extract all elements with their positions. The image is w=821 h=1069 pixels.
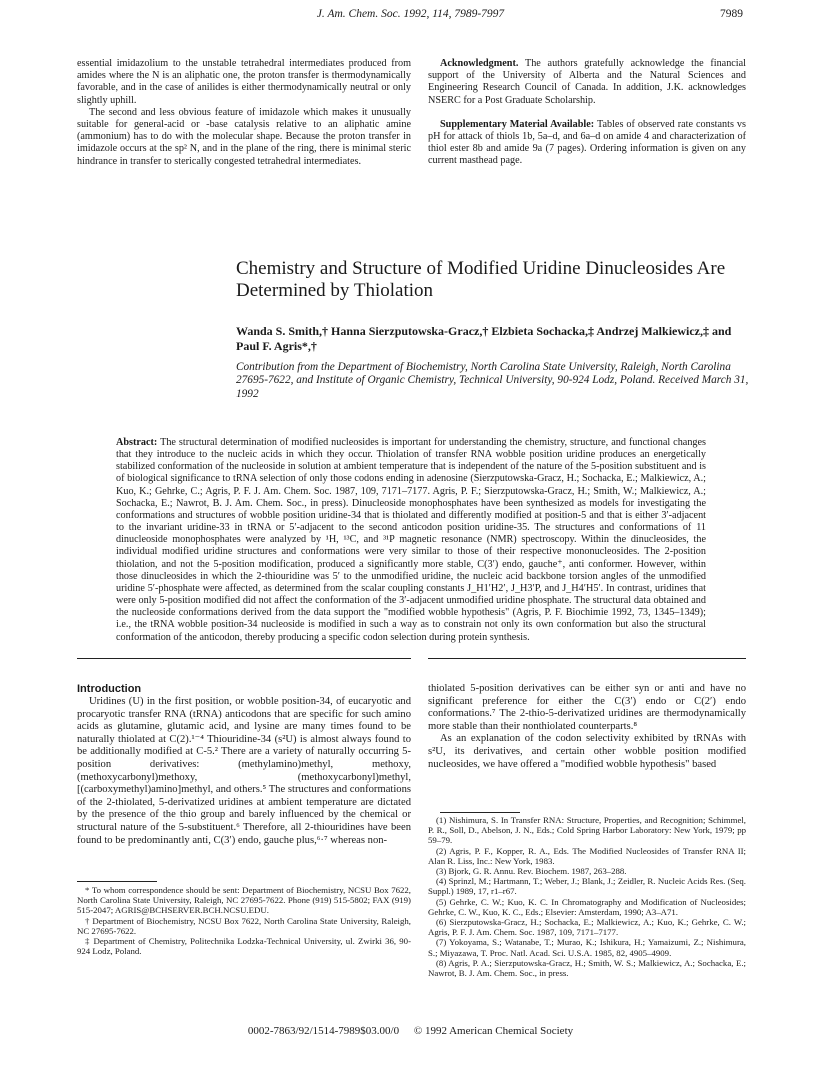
footnote: ‡ Department of Chemistry, Politechnika Lodzka-Technical University, ul. Zwirki 36, 90-924 Lodz, Poland. — [77, 936, 411, 957]
body-paragraph: As an explanation of the codon selectivity exhibited by tRNAs with s²U, its derivatives, and certain other wobble position modified nucleosides, we have offered a "modified wobble hypothesis" based — [428, 733, 746, 770]
supplementary-material-text: Tables of observed rate constants vs pH for attack of thiols 1b, 5a–d, and 6a–d on amide 4 and characterization of thiol ester 8b and amide 9a (7 pages). Ordering information is given on any current masthead page. — [428, 118, 746, 167]
running-header — [0, 8, 821, 24]
introduction-heading: Introduction — [77, 683, 142, 695]
article-affiliation: Contribution from the Department of Biochemistry, North Carolina State University, Raleigh, North Carolina 27695-7622, and Institute of Organic Chemistry, Technical University, 90-924 Lodz, Poland. Received March 31, 1992 — [236, 361, 749, 400]
acknowledgment-paragraph — [428, 58, 746, 107]
reference-item: (3) Bjork, G. R. Annu. Rev. Biochem. 1987, 263–288. — [436, 866, 627, 877]
column-rule-right — [428, 658, 746, 659]
acknowledgment-heading: Acknowledgment. — [440, 58, 519, 69]
right-column-body — [428, 683, 746, 771]
references — [428, 815, 746, 978]
reference-item: (6) Sierzputowska-Gracz, H.; Sochacka, E.; Malkiewicz, A.; Kuo, K.; Gehrke, C. W.; Agris, P. F. J. Am. Chem. Soc. 1987, 109, 7171–7177. — [428, 917, 746, 938]
previous-article-paragraph: The second and less obvious feature of imidazole which makes it unusually suitable for general-acid or -base catalysis relative to an aliphatic amine (ammonium) has to do with the molecular shape. Because the proton transfer in imidazole occurs at the sp² N, and in the plane of the ring, there is minimal steric hindrance in transfer to sterically congested tetrahedral intermediates. — [77, 106, 411, 167]
acknowledgment-text: The authors gratefully acknowledge the financial support of the University of Alberta and the Natural Sciences and Engineering Research Council of Canada. In addition, J.K. acknowledges NSERC for a Post Graduate Scholarship. — [428, 58, 746, 106]
reference-item: (4) Sprinzl, M.; Hartmann, T.; Weber, J.; Blank, J.; Zeidler, R. Nucleic Acids Res. (Seq. Suppl.) 1989, 17, r1–r67. — [428, 876, 746, 897]
previous-article-left-column — [77, 58, 411, 168]
abstract-label: Abstract: — [116, 437, 158, 448]
footnote: † Department of Biochemistry, NCSU Box 7622, North Carolina State University, Raleigh, NC 27695-7622. — [77, 915, 411, 936]
journal-citation: J. Am. Chem. Soc. 1992, 114, 7989-7997 — [316, 8, 505, 20]
reference-item: (2) Agris, P. F., Kopper, R. A., Eds. The Modified Nucleosides of Transfer RNA II; Alan R. Liss, Inc.: New York, 1983. — [428, 845, 746, 866]
footnote: * To whom correspondence should be sent: Department of Biochemistry, NCSU Box 7622, North Carolina State University, Raleigh, NC 27695-7622. Phone (919) 515-5802; FAX (919) 515-2047; AGRIS@BCHSERVER.BCH.NCSU.EDU. — [77, 885, 411, 916]
introduction-section — [77, 683, 411, 847]
reference-item: (5) Gehrke, C. W.; Kuo, K. C. In Chromatography and Modification of Nucleosides; Gehrke, C. W., Kuo, K. C., Eds.; Elsevier: Amsterdam, 1990; A3–A71. — [428, 896, 746, 917]
supplementary-material-paragraph — [428, 119, 746, 168]
article-title: Chemistry and Structure of Modified Uridine Dinucleosides Are Determined by Thiolation — [236, 258, 726, 301]
page-footer — [0, 1025, 821, 1037]
article-authors: Wanda S. Smith,† Hanna Sierzputowska-Gracz,† Elzbieta Sochacka,‡ Andrzej Malkiewicz,‡ and Paul F. Agris*,† — [236, 324, 732, 353]
references-rule — [440, 812, 520, 813]
previous-article-paragraph: essential imidazolium to the unstable tetrahedral intermediates produced from amides where the N is an aliphatic one, the proton transfer is thermodynamically favorable, and in the case of anilides is either thermodynamically neutral or only slightly uphill. — [77, 58, 411, 106]
abstract — [116, 437, 706, 644]
footnote-rule — [77, 881, 157, 882]
abstract-paragraph — [116, 437, 706, 644]
reference-item: (1) Nishimura, S. In Transfer RNA: Structure, Properties, and Recognition; Schimmel, P. R., Soll, D., Abelson, J. N., Eds.; Cold Spring Harbor Laboratory: New York, 1979; pp 59–79. — [428, 815, 746, 846]
abstract-text: The structural determination of modified nucleosides is important for understanding the chemistry, structure, and functional changes that they introduce to the nucleic acids in which they occur. Thiolation of transfer RNA wobble position uridine produces an energetically stabilized conformation of the nucleoside in solution at ambient temperature that is independent of the nature of the 5-position substituent and is of biological significance to tRNA selection of only those codons ending in adenosine (Sierzputowska-Gracz, H.; Sochacka, E.; Malkiewicz, A.; Kuo, K.; Gehrke, C.; Agris, P. F. J. Am. Chem. Soc. 1987, 109, 7171–7177. Agris, P. F.; Sierzputowska-Gracz, H.; Smith, W.; Malkiewicz, A.; Sochacka, E.; Nawrot, B. J. Am. Chem. Soc., in press). Dinucleoside monophosphates have been synthesized as models for investigating the conformations and structures of wobble position uridine-34 that is thiolated and differently modified at position-5 and that is either 3′-adjacent to the invariant uridine-33 in tRNA or 5′-adjacent to the second anticodon position uridine-35. The structures and conformations of 11 dinucleoside monophosphates were analyzed by ¹H, ¹³C, and ³¹P magnetic resonance (NMR) spectroscopy. Within the dinucleosides, the individual modified uridine structures and conformations were very similar to those of their respective mononucleosides. The 2-position thiolation, and not the 5-position modification, produced a significantly more stable, C(3′) endo, gauche⁺, anti conformer. However, within those dinucleosides in which the 2-thiouridine was 5′ to the unmodified uridine, the nucleic acid backbone torsion angles of the unmodified uridine 5′-phosphate were affected, as determined from the scalar coupling constants J_H1′H2′, J_H3′P, and J_H4′H5′. In contrast, uridines that were only 5-position modified did not affect the conformation of the 3′-adjacent unmodified uridine phosphate. The structural data obtained and the nucleoside conformations derived from the data support the "modified wobble hypothesis" (Agris, P. F. Biochimie 1992, 73, 1345–1349); i.e., the tRNA wobble position-34 nucleoside is modified in such a way as to constrain not only its own conformation but also the structural conformation of the anticodon, thereby producing a specific codon selection during protein synthesis. — [116, 437, 706, 643]
footer-copyright: © 1992 American Chemical Society — [413, 1025, 574, 1037]
footer-code: 0002-7863/92/1514-7989$03.00/0 — [247, 1025, 400, 1037]
reference-item: (8) Agris, P. A.; Sierzputowska-Gracz, H.; Smith, W. S.; Malkiewicz, A.; Sochacka, E.; Nawrot, B. J. Am. Chem. Soc., in press. — [428, 957, 746, 979]
supplementary-material-heading: Supplementary Material Available: — [440, 118, 595, 130]
previous-article-right-column — [428, 58, 746, 168]
introduction-paragraph: Uridines (U) in the first position, or wobble position-34, of eucaryotic and procaryotic transfer RNA (tRNA) anticodons that are specific for such amino acids as glutamine, glutamic acid, and lysine are many times found to be naturally thiolated at C(2).¹⁻⁴ Thiouridine-34 (s²U) is almost always found to be additionally modified at C-5.² There are a variety of naturally occurring 5-position derivatives: (methylamino)methyl, methoxy, (methoxycarbonyl)methoxy, (methoxycarbonyl)methyl, [(carboxymethyl)amino]methyl, and others.⁵ The structures and conformations of the 2-thiolated, 5-derivatized uridines at ambient temperature are dictated by the presence of the thio group and barely influenced by the chemical or structural nature of the 5-substituent.⁶ Therefore, all 2-thiouridines have been found to be predominantly anti, C(3′) endo, gauche plus,⁶·⁷ whereas non- — [77, 696, 411, 846]
page-number: 7989 — [720, 8, 743, 20]
column-rule-left — [77, 658, 411, 659]
footnotes — [77, 885, 411, 956]
reference-item: (7) Yokoyama, S.; Watanabe, T.; Murao, K.; Ishikura, H.; Yamaizumi, Z.; Nishimura, S.; Miyazawa, T. Proc. Natl. Acad. Sci. U.S.A. 1985, 82, 4905–4909. — [428, 937, 746, 958]
body-paragraph: thiolated 5-position derivatives can be either syn or anti and have no significant preference for either the C(3′) endo or C(2′) endo conformations.⁷ The 2-thio-5-derivatized uridines are thermodynamically more stable than their nonthiolated counterparts.⁸ — [428, 683, 746, 732]
